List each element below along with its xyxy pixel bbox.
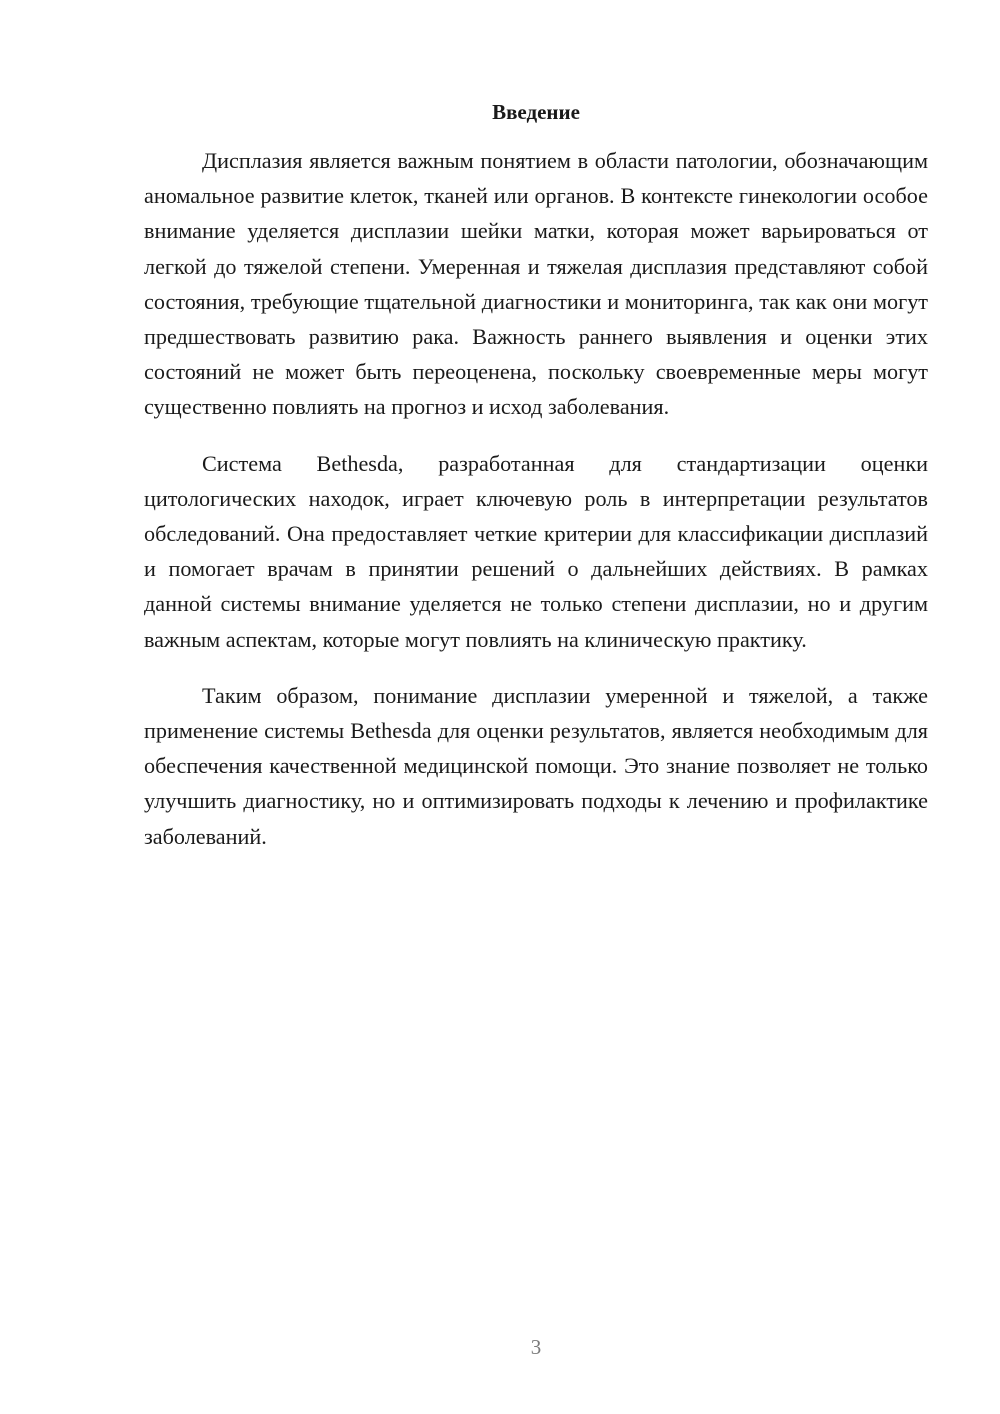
page-number: 3 [530,1335,542,1359]
paragraph-conclusion: Таким образом, понимание дисплазии умеренной и тяжелой, а также применение системы Bethesda для оценки результатов, является необходимым для обеспечения качественной медицинской помощи. Это знание позволяет не только улучшить диагностику, но и оптимизировать подходы к лечению и профилактике заболеваний. [144,682,928,849]
paragraph-bethesda-system: Система Bethesda, разработанная для стандартизации оценки цитологических находок, играет ключевую роль в интерпретации результатов обследований. Она предоставляет четкие критерии для классификации дисплазий и помогает врачам в принятии решений о дальнейших действиях. В рамках данной системы внимание уделяется не только степени дисплазии, но и другим важным аспектам, которые могут повлиять на клиническую практику. [144,450,928,652]
body-text [144,143,928,875]
section-heading: Введение [492,100,580,124]
paragraph-dysplasia-intro: Дисплазия является важным понятием в области патологии, обозначающим аномальное развитие клеток, тканей или органов. В контексте гинекологии особое внимание уделяется дисплазии шейки матки, которая может варьироваться от легкой до тяжелой степени. Умеренная и тяжелая дисплазия представляют собой состояния, требующие тщательной диагностики и мониторинга, так как они могут предшествовать развитию рака. Важность раннего выявления и оценки этих состояний не может быть переоценена, поскольку своевременные меры могут существенно повлиять на прогноз и исход заболевания. [144,148,928,420]
